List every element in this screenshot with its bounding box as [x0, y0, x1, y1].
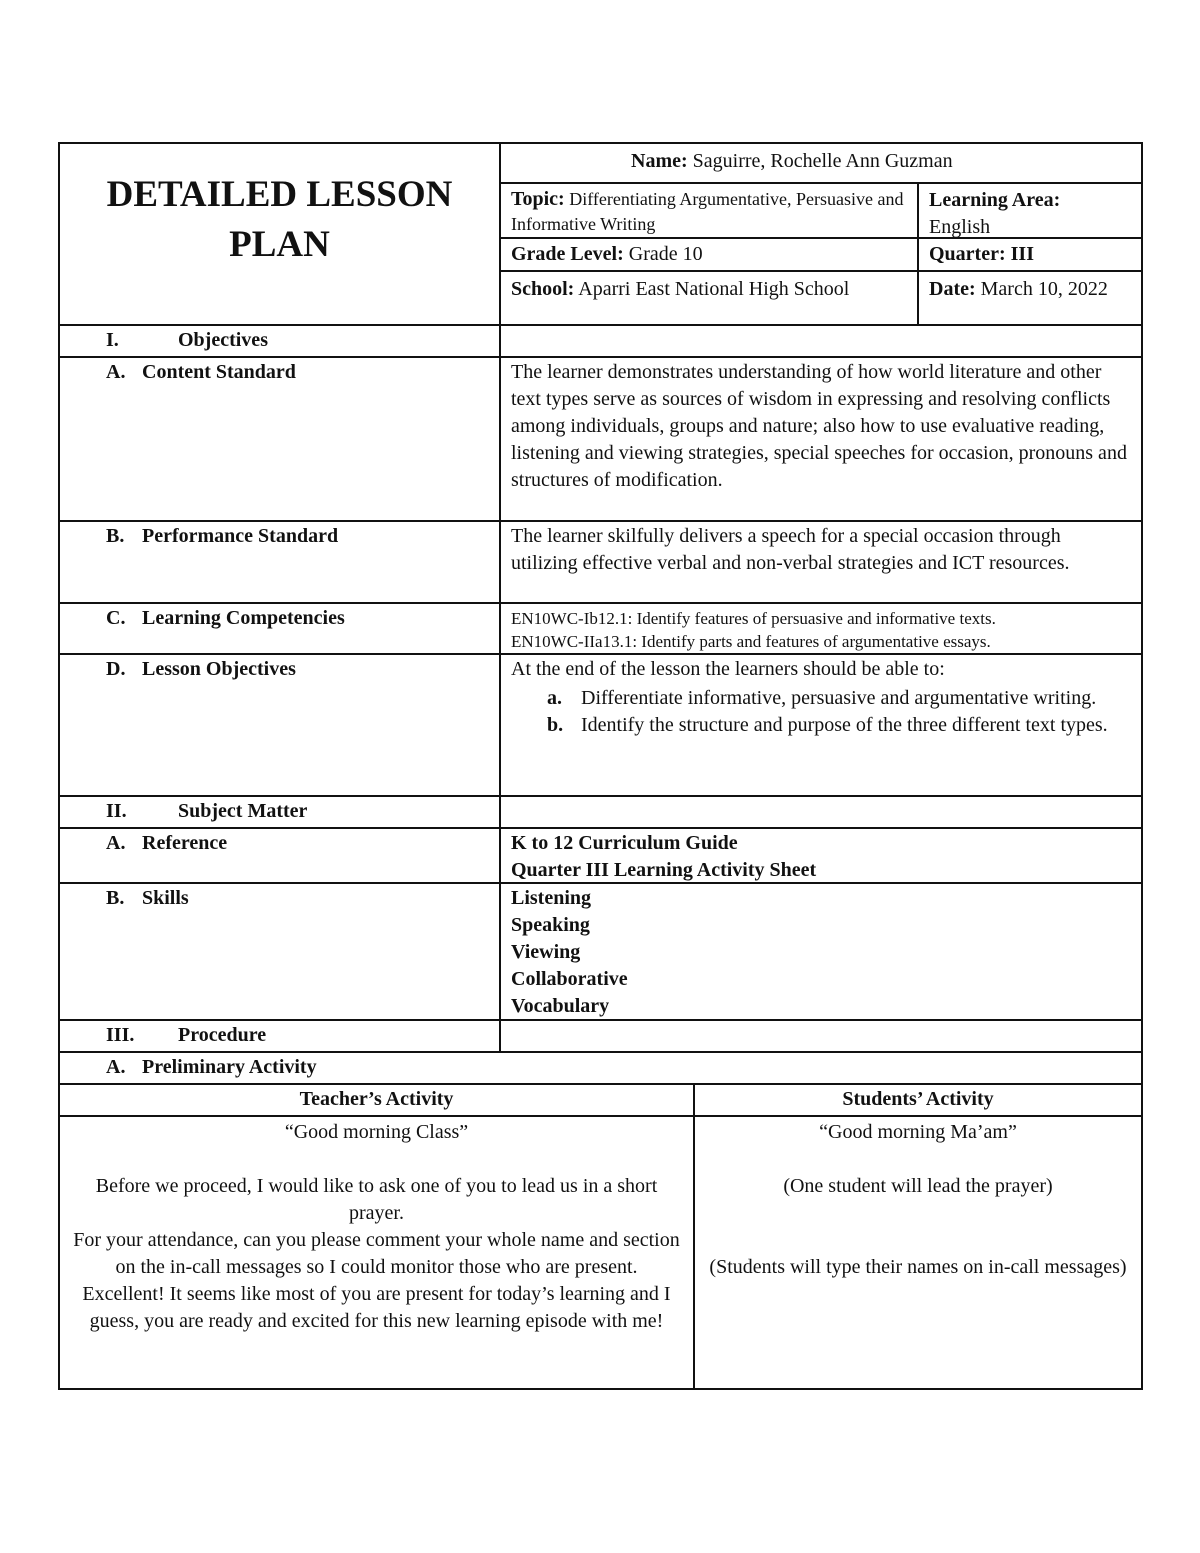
grade-value: Grade 10: [628, 243, 703, 265]
skills-num: B.: [106, 887, 125, 909]
teacher-activity-header: Teacher’s Activity: [60, 1085, 695, 1115]
teacher-prayer: Before we proceed, I would like to ask one of you to lead us in a short prayer.: [95, 1175, 658, 1224]
performance-standard-row: [58, 522, 1143, 604]
learning-area-value: English: [929, 216, 991, 238]
objectives-num: I.: [106, 329, 119, 351]
name-label: Name:: [631, 150, 688, 172]
title-line-1: DETAILED LESSON: [106, 174, 453, 215]
title-line-2: PLAN: [229, 224, 330, 265]
skill-item: Vocabulary: [511, 995, 610, 1017]
performance-standard-text: The learner skilfully delivers a speech for a special occasion through utilizing effective verbal and non-verbal strategies and ICT resources.: [511, 525, 1070, 574]
content-standard-label: Content Standard: [142, 361, 296, 383]
teacher-excellent: Excellent! It seems like most of you are present for today’s learning and I guess, you are ready and excited for this new learning episode with me!: [82, 1283, 671, 1332]
reference-row: [58, 829, 1143, 884]
topic-value: Differentiating Argumentative, Persuasive and Informative Writing: [511, 189, 904, 234]
skill-item: Viewing: [511, 941, 581, 963]
reference-num: A.: [106, 832, 126, 854]
grade-label: Grade Level:: [511, 243, 624, 265]
preliminary-activity-row: [58, 1053, 1143, 1085]
document-title: [60, 144, 501, 324]
content-standard-text: The learner demonstrates understanding of how world literature and other text types serve as sources of wisdom in expressing and resolving conflicts among individuals, groups and nature; also how to use evaluative reading, listening and viewing strategies, special speeches for occasion, pronouns and structures of modification.: [511, 361, 1127, 491]
date-value: March 10, 2022: [980, 278, 1108, 300]
lesson-plan-page: [58, 142, 1143, 1390]
skill-item: Listening: [511, 887, 592, 909]
students-attendance: (Students will type their names on in-call messages): [709, 1256, 1127, 1278]
skills-label: Skills: [142, 887, 189, 909]
learning-competencies-row: [58, 604, 1143, 655]
lesson-objectives-label: Lesson Objectives: [142, 658, 296, 680]
reference-line-2: Quarter III Learning Activity Sheet: [511, 859, 817, 881]
topic-row: [501, 184, 1141, 239]
school-row: [501, 272, 1141, 324]
preliminary-label: Preliminary Activity: [142, 1056, 317, 1078]
students-greeting: “Good morning Ma’am”: [819, 1121, 1017, 1143]
lesson-objectives-num: D.: [106, 658, 126, 680]
lesson-objectives-intro: At the end of the lesson the learners should be able to:: [511, 658, 945, 680]
students-activity-header: Students’ Activity: [842, 1088, 994, 1110]
preliminary-num: A.: [106, 1056, 126, 1078]
subject-matter-heading-row: [58, 797, 1143, 829]
lesson-objectives-list: [511, 685, 1131, 739]
name-row: [501, 144, 1141, 184]
skill-item: Speaking: [511, 914, 590, 936]
school-label: School:: [511, 278, 575, 300]
list-item: [511, 712, 1131, 739]
competency-line-2: EN10WC-IIa13.1: Identify parts and features of argumentative essays.: [511, 632, 991, 651]
skills-row: [58, 884, 1143, 1021]
topic-label: Topic:: [511, 188, 565, 210]
teacher-attendance: For your attendance, can you please comment your whole name and section on the in-call messages so I could monitor those who are present.: [73, 1229, 680, 1278]
quarter-value: III: [1010, 243, 1034, 265]
procedure-heading-row: [58, 1021, 1143, 1053]
list-item-text: Identify the structure and purpose of the three different text types.: [581, 714, 1108, 736]
list-item-text: Differentiate informative, persuasive and argumentative writing.: [581, 687, 1097, 709]
performance-standard-label: Performance Standard: [142, 525, 339, 547]
school-value: Aparri East National High School: [578, 278, 850, 300]
subject-matter-num: II.: [106, 800, 127, 822]
skill-item: Collaborative: [511, 968, 628, 990]
reference-line-1: K to 12 Curriculum Guide: [511, 832, 738, 854]
learning-competencies-num: C.: [106, 607, 126, 629]
learning-competencies-label: Learning Competencies: [142, 607, 345, 629]
students-prayer: (One student will lead the prayer): [783, 1175, 1053, 1197]
competency-line-1: EN10WC-Ib12.1: Identify features of persuasive and informative texts.: [511, 609, 996, 628]
objectives-heading-row: [58, 326, 1143, 358]
activity-header-row: [58, 1085, 1143, 1117]
date-label: Date:: [929, 278, 976, 300]
learning-area-label: Learning Area:: [929, 189, 1061, 211]
reference-label: Reference: [142, 832, 228, 854]
subject-matter-title: Subject Matter: [178, 800, 308, 822]
procedure-title: Procedure: [178, 1024, 267, 1046]
performance-standard-num: B.: [106, 525, 125, 547]
procedure-num: III.: [106, 1024, 135, 1046]
quarter-label: Quarter:: [929, 243, 1006, 265]
content-standard-row: [58, 358, 1143, 522]
header-info: [501, 144, 1141, 324]
activity-content-row: [58, 1117, 1143, 1390]
teacher-greeting: “Good morning Class”: [284, 1121, 469, 1143]
lesson-objectives-row: [58, 655, 1143, 797]
name-value: Saguirre, Rochelle Ann Guzman: [692, 150, 953, 172]
header-block: [58, 142, 1143, 326]
list-marker: b.: [547, 714, 564, 736]
objectives-title: Objectives: [178, 329, 268, 351]
list-item: [511, 685, 1131, 712]
grade-row: [501, 239, 1141, 272]
content-standard-num: A.: [106, 361, 126, 383]
list-marker: a.: [547, 687, 562, 709]
